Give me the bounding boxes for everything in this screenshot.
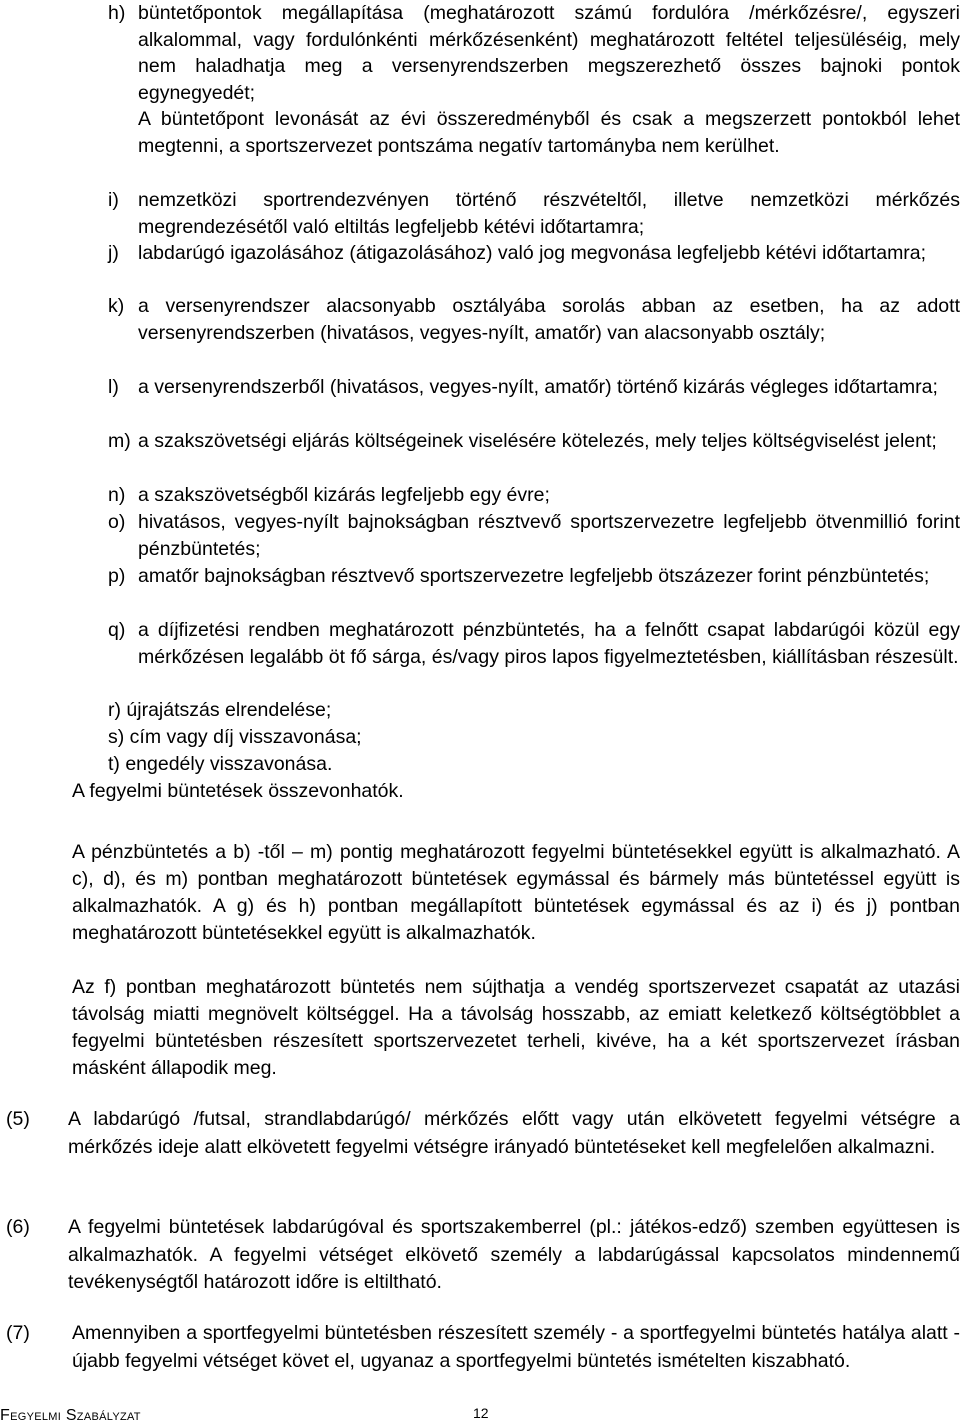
- list-item-o: [108, 509, 960, 562]
- list-item-h: [108, 0, 960, 159]
- item-label: q): [108, 619, 126, 641]
- list-item-n: [108, 482, 960, 509]
- item-text: a szakszövetségi eljárás költségeinek viselésére kötelezés, mely teljes költségviselést jelent;: [138, 430, 937, 452]
- item-label: n): [108, 484, 126, 506]
- section-text: A fegyelmi büntetések labdarúgóval és sportszakemberrel (pl.: játékos-edző) szemben együttesen is alkalmazhatók. A fegyelmi vétséget elkövető személy a labdarúgással kapcsolatos mindennemű tevékenységtől határozott időre is eltiltható.: [68, 1216, 960, 1293]
- page-footer: [0, 1405, 960, 1427]
- list-item-i: [108, 187, 960, 240]
- list-item-q: [108, 617, 960, 670]
- list-item-p: [108, 563, 960, 590]
- item-text: nemzetközi sportrendezvényen történő részvételtől, illetve nemzetközi mérkőzés megrendezésétől való eltiltás legfeljebb kétévi időtartamra;: [138, 189, 960, 238]
- list-item-t: t) engedély visszavonása.: [108, 753, 333, 775]
- section-number: (5): [6, 1108, 30, 1130]
- section-number: (6): [6, 1216, 30, 1238]
- section-text: Amennyiben a sportfegyelmi büntetésben részesített személy - a sportfegyelmi büntetés hatálya alatt - újabb fegyelmi vétséget követ el, ugyanaz a sportfegyelmi büntetés ismételten kiszabható.: [72, 1322, 960, 1372]
- item-text: amatőr bajnokságban résztvevő sportszervezetre legfeljebb ötszázezer forint pénzbüntetés;: [138, 565, 930, 587]
- section-number: (7): [6, 1322, 30, 1344]
- list-item-r: r) újrajátszás elrendelése;: [108, 699, 332, 721]
- item-label: p): [108, 565, 126, 587]
- list-item-k: [108, 293, 960, 346]
- item-text: büntetőpontok megállapítása (meghatározott számú fordulóra /mérkőzésre/, egyszeri alkalommal, vagy fordulónkénti mérkőzésenként) meghatározott feltétel teljesüléséig, mely nem haladhatja meg a versenyrendszerben megszerezhető összes bajnoki pontok egynegyedét;: [138, 2, 960, 104]
- item-label: i): [108, 189, 119, 211]
- list-item-j: [108, 240, 960, 267]
- list-item-m: [108, 428, 960, 455]
- item-text: a versenyrendszer alacsonyabb osztályába sorolás abban az esetben, ha az adott versenyrendszerben (hivatásos, vegyes-nyílt, amatőr) van alacsonyabb osztály;: [138, 295, 960, 344]
- footer-title: Fegyelmi Szabályzat: [0, 1407, 141, 1424]
- item-text-continued: A büntetőpont levonását az évi összeredményből és csak a megszerzett pontokból lehet megtenni, a sportszervezet pontszáma negatív tartományba nem kerülhet.: [138, 108, 960, 157]
- page-number: 12: [473, 1405, 489, 1421]
- section-7: [0, 1320, 960, 1375]
- combine-note: A fegyelmi büntetések összevonhatók.: [72, 780, 404, 802]
- section-5: [0, 1106, 960, 1161]
- item-text: a szakszövetségből kizárás legfeljebb egy évre;: [138, 484, 550, 506]
- item-label: l): [108, 376, 119, 398]
- section-text: A labdarúgó /futsal, strandlabdarúgó/ mérkőzés előtt vagy után elkövetett fegyelmi vétségre a mérkőzés ideje alatt elkövetett fegyelmi vétségre irányadó büntetéseket kell megfelelően alkalmazni.: [68, 1108, 960, 1158]
- item-text: hivatásos, vegyes-nyílt bajnokságban résztvevő sportszervezetre legfeljebb ötvenmillió forint pénzbüntetés;: [138, 511, 960, 560]
- paragraph-travel-costs: Az f) pontban meghatározott büntetés nem sújthatja a vendég sportszervezet csapatát az utazási távolság miatti megnövelt költséggel. Ha a távolság hosszabb, az emiatt keletkező költségtöbblet a fegyelmi büntetésben részesített sportszervezetet terheli, kivéve, ha a két sportszervezet írásban másként állapodik meg.: [72, 976, 960, 1079]
- item-text: labdarúgó igazolásához (átigazolásához) való jog megvonása legfeljebb kétévi időtartamra;: [138, 242, 927, 264]
- item-label: j): [108, 242, 119, 264]
- paragraph-fines: A pénzbüntetés a b) -től – m) pontig meghatározott fegyelmi büntetésekkel együtt is alkalmazható. A c), d), és m) pontban meghatározott büntetések egymással és bármely más büntetéssel együtt is alkalmazhatók. A g) és h) pontban megállapított büntetések egymással és az i) és j) pontban meghatározott büntetésekkel együtt is alkalmazhatók.: [72, 841, 960, 944]
- item-label: k): [108, 295, 125, 317]
- item-label: m): [108, 430, 131, 452]
- list-item-s: s) cím vagy díj visszavonása;: [108, 726, 362, 748]
- item-label: h): [108, 2, 126, 24]
- item-text: a díjfizetési rendben meghatározott pénzbüntetés, ha a felnőtt csapat labdarúgói közül egy mérkőzésen legalább öt fő sárga, és/vagy piros lapos figyelmeztetésben, kiállításban részesült.: [138, 619, 960, 668]
- list-item-l: [108, 374, 960, 401]
- section-6: [0, 1214, 960, 1297]
- item-text: a versenyrendszerből (hivatásos, vegyes-nyílt, amatőr) történő kizárás végleges időtartamra;: [138, 376, 938, 398]
- item-label: o): [108, 511, 126, 533]
